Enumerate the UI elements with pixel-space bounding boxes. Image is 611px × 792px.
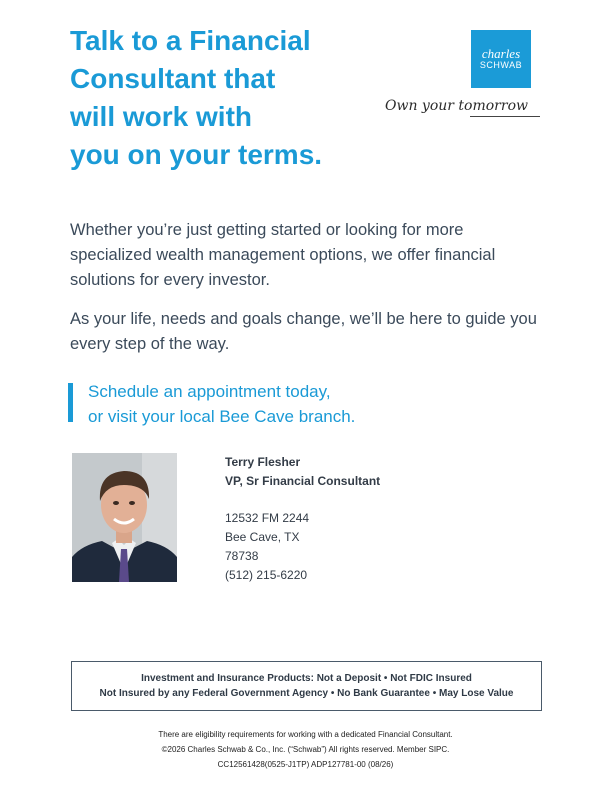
- investment-disclosure-box: [71, 661, 542, 711]
- headline-line: Consultant that: [70, 63, 276, 94]
- page-headline: [70, 22, 370, 174]
- consultant-name: Terry Flesher: [225, 455, 301, 469]
- call-to-action: [88, 379, 508, 429]
- logo-word-charles: charles: [481, 46, 521, 61]
- consultant-title: VP, Sr Financial Consultant: [225, 474, 381, 488]
- consultant-photo: [72, 453, 177, 582]
- schwab-logo: [471, 30, 531, 88]
- tagline-underline: [470, 116, 540, 117]
- cta-accent-bar: [68, 383, 73, 422]
- disclosure-line: Not Insured by any Federal Government Agency • No Bank Guarantee • May Lose Value: [99, 688, 514, 699]
- legal-line: ©2026 Charles Schwab & Co., Inc. (“Schwab”) All rights reserved. Member SIPC.: [161, 745, 450, 754]
- logo-word-schwab: SCHWAB: [479, 60, 523, 70]
- legal-line: There are eligibility requirements for working with a dedicated Financial Consultant.: [158, 730, 453, 739]
- brand-tagline: Own your tomorrow: [385, 98, 528, 114]
- headline-line: you on your terms.: [70, 139, 323, 170]
- legal-footer: [0, 727, 611, 772]
- legal-line: CC12561428(0525-J1TP) ADP127781-00 (08/26): [217, 760, 394, 769]
- support-paragraph: As your life, needs and goals change, we’ll be here to guide you every step of the way.: [70, 310, 537, 353]
- headline-line: will work with: [70, 101, 253, 132]
- address-street: 12532 FM 2244: [225, 511, 310, 525]
- cta-line: or visit your local Bee Cave branch.: [88, 407, 356, 426]
- consultant-portrait: [72, 453, 177, 582]
- consultant-contact-card: [225, 453, 445, 585]
- headline-line: Talk to a Financial: [70, 25, 311, 56]
- cta-line: Schedule an appointment today,: [88, 382, 331, 401]
- intro-paragraph: Whether you’re just getting started or looking for more specialized wealth management options, we offer financial solutions for every investor.: [70, 221, 496, 289]
- address-city: Bee Cave, TX: [225, 530, 300, 544]
- phone-number[interactable]: (512) 215-6220: [225, 568, 308, 582]
- disclosure-line: Investment and Insurance Products: Not a Deposit • Not FDIC Insured: [141, 673, 472, 684]
- branch-address: [225, 509, 445, 585]
- address-zip: 78738: [225, 549, 259, 563]
